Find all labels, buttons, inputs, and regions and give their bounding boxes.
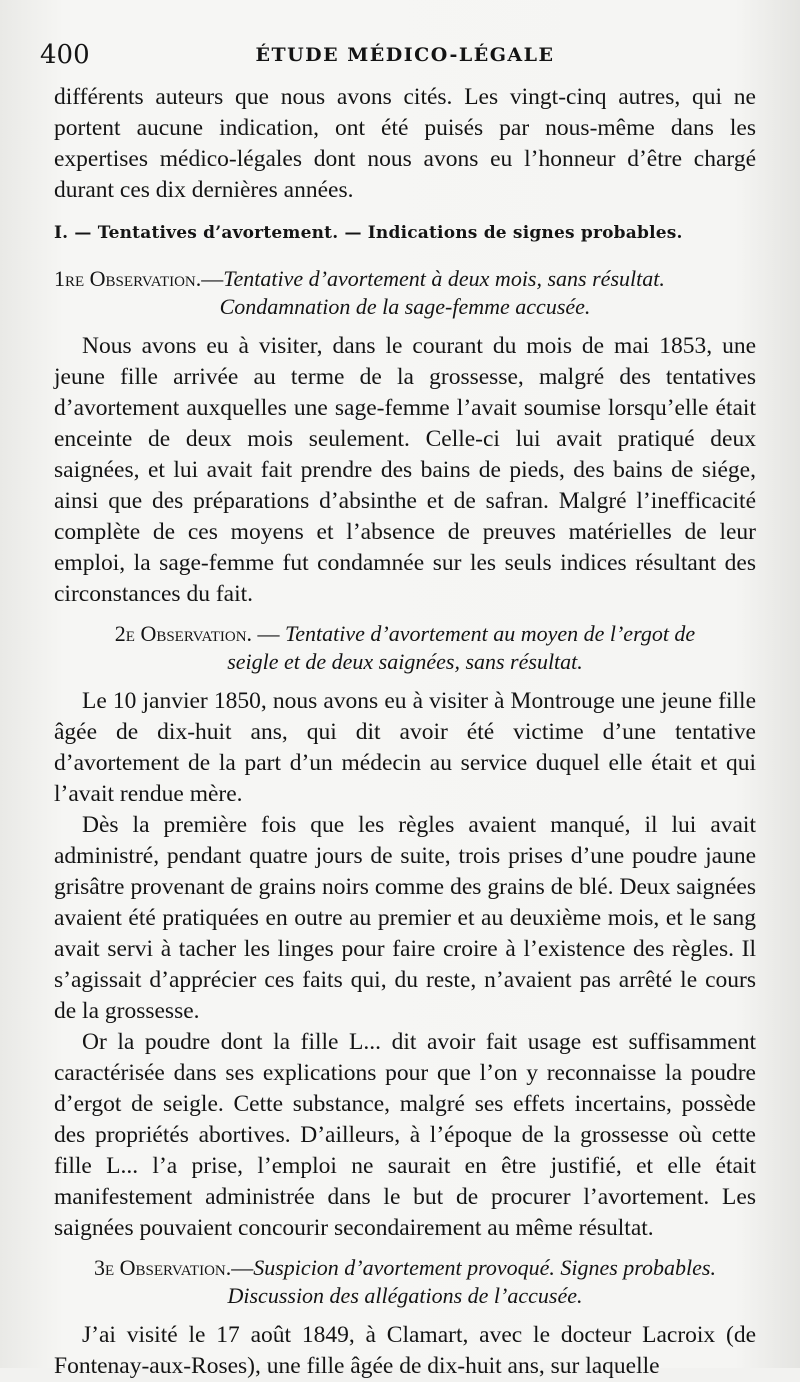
- intro-paragraph: différents auteurs que nous avons cités. Les vingt-cinq autres, qui ne portent aucune indication, ont été puisés par nous-même dans les expertises médico-légales dont nous avons eu l’honneur d’être chargé durant ces dix dernières années.: [54, 84, 756, 203]
- observation-1: [54, 265, 756, 610]
- observation-subtitle: Condamnation de la sage-femme accusée.: [219, 294, 591, 319]
- observation-heading: [54, 265, 756, 321]
- section-heading: I. — Tentatives d’avortement. — Indications de signes probables.: [54, 223, 683, 243]
- observation-subtitle: seigle et de deux saignées, sans résultat.: [227, 649, 583, 674]
- observation-subtitle: Discussion des allégations de l’accusée.: [227, 1283, 583, 1308]
- observation-3: [54, 1254, 756, 1382]
- observation-label: 1re Observation.: [54, 266, 202, 291]
- observation-separator: —: [201, 266, 224, 291]
- observation-title: Tentative d’avortement au moyen de l’ergot de: [285, 621, 696, 646]
- observation-separator: —: [231, 1255, 254, 1280]
- observation-paragraph: Or la poudre dont la fille L... dit avoir fait usage est suffisamment caractérisée dans ses explications pour que l’on y reconnaisse la poudre d’ergot de seigle. Cette substance, malgré ses effets incertains, possède des propriétés abortives. D’ailleurs, à l’époque de la grossesse où cette fille L... l’a prise, l’emploi ne saurait en être justifié, et elle était manifestement administrée dans le but de procurer l’avortement. Les saignées pouvaient concourir secondairement au même résultat.: [54, 1029, 756, 1241]
- observation-paragraph: Nous avons eu à visiter, dans le courant du mois de mai 1853, une jeune fille arrivée au terme de la grossesse, malgré des tentatives d’avortement auxquelles une sage-femme l’avait soumise lorsqu’elle était enceinte de deux mois seulement. Celle-ci lui avait pratiqué deux saignées, et lui avait fait prendre des bains de pieds, des bains de siége, ainsi que des préparations d’absinthe et de safran. Malgré l’inefficacité complète de ces moyens et l’absence de preuves matérielles de leur emploi, la sage-femme fut condamnée sur les seuls indices résultant des circonstances du fait.: [54, 333, 756, 607]
- observation-2: [54, 620, 756, 1244]
- observation-paragraph: Dès la première fois que les règles avaient manqué, il lui avait administré, pendant quatre jours de suite, trois prises d’une poudre jaune grisâtre provenant de grains noirs comme des grains de blé. Deux saignées avaient été pratiquées en outre au premier et au deuxième mois, et le sang avait servi à tacher les linges pour faire croire à l’existence des règles. Il s’agissait d’apprécier ces faits qui, du reste, n’avaient pas arrêté le cours de la grossesse.: [54, 812, 756, 1024]
- running-head: ÉTUDE MÉDICO-LÉGALE: [255, 44, 555, 66]
- observation-heading: [54, 620, 756, 676]
- observation-label: 2e Observation.: [114, 621, 253, 646]
- observation-title: Tentative d’avortement à deux mois, sans résultat.: [223, 266, 665, 291]
- page-header: [40, 38, 756, 82]
- page-number: 400: [40, 40, 90, 70]
- observation-paragraph: Le 10 janvier 1850, nous avons eu à visiter à Montrouge une jeune fille âgée de dix-huit ans, qui dit avoir été victime d’une tentative d’avortement de la part d’un médecin au service duquel elle était et qui l’avait rendue mère.: [54, 688, 756, 807]
- observation-separator: —: [252, 621, 286, 646]
- observation-label: 3e Observation.: [93, 1255, 232, 1280]
- observation-paragraph: J’ai visité le 17 août 1849, à Clamart, avec le docteur Lacroix (de Fontenay-aux-Roses), une fille âgée de dix-huit ans, sur laquelle: [54, 1322, 756, 1379]
- observation-title: Suspicion d’avortement provoqué. Signes probables.: [253, 1255, 716, 1280]
- observation-heading: [54, 1254, 756, 1310]
- page-body: [54, 82, 756, 1382]
